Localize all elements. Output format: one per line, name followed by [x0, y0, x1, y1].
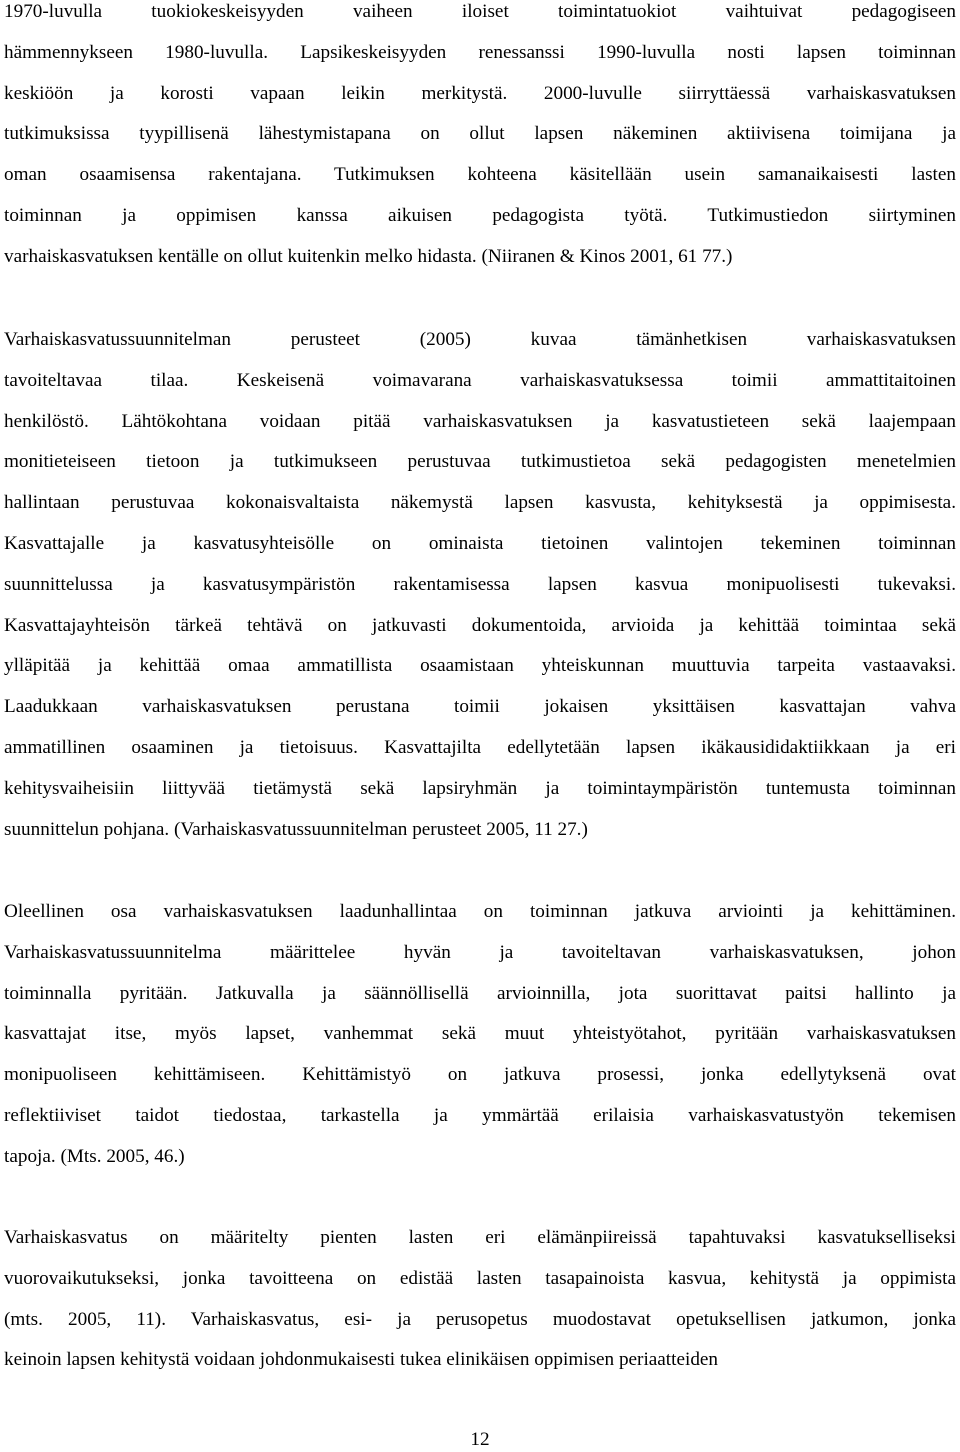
text-line: tutkimuksissa tyypillisenä lähestymistapana on ollut lapsen näkeminen aktiivisena toimijana ja	[4, 123, 956, 145]
text-line: tavoiteltavaa tilaa. Keskeisenä voimavarana varhaiskasvatuksessa toimii ammattitaitoinen	[4, 369, 956, 391]
text-line: hämmennykseen 1980-luvulla. Lapsikeskeisyyden renessanssi 1990-luvulla nosti lapsen toiminnan	[4, 41, 956, 63]
text-line: suunnittelussa ja kasvatusympäristön rakentamisessa lapsen kasvua monipuolisesti tukevaksi.	[4, 573, 956, 595]
page-number: 12	[470, 1429, 490, 1450]
text-line: keinoin lapsen kehitystä voidaan johdonmukaisesti tukea elinikäisen oppimisen periaatteiden	[4, 1349, 719, 1371]
text-line: keskiöön ja korosti vapaan leikin merkitystä. 2000-luvulle siirryttäessä varhaiskasvatuksen	[4, 82, 956, 104]
text-line: Kasvattajayhteisön tärkeä tehtävä on jatkuvasti dokumentoida, arvioida ja kehittää toimintaa sekä	[4, 614, 956, 636]
text-line: Varhaiskasvatus on määritelty pienten lasten eri elämänpiireissä tapahtuvaksi kasvatukselliseksi	[4, 1227, 956, 1248]
paragraph-quality-management	[4, 892, 956, 1178]
text-line: suunnittelun pohjana. (Varhaiskasvatussuunnitelman perusteet 2005, 11 27.)	[4, 818, 588, 840]
text-line: tapoja. (Mts. 2005, 46.)	[4, 1145, 185, 1167]
text-line: (mts. 2005, 11). Varhaiskasvatus, esi- ja perusopetus muodostavat opetuksellisen jatkumon, jonka	[4, 1308, 956, 1330]
text-line: kasvattajat itse, myös lapset, vanhemmat sekä muut yhteistyötahot, pyritään varhaiskasvatuksen	[4, 1023, 956, 1045]
text-line: Varhaiskasvatussuunnitelman perusteet (2005) kuvaa tämänhetkisen varhaiskasvatuksen	[4, 329, 956, 350]
text-line: vuorovaikutukseksi, jonka tavoitteena on edistää lasten tasapainoista kasvua, kehitystä ja oppimista	[4, 1267, 956, 1289]
text-line: kehitysvaiheisiin liittyvää tietämystä sekä lapsiryhmän ja toimintaympäristön tuntemusta toiminnan	[4, 777, 956, 799]
text-line: Laadukkaan varhaiskasvatuksen perustana toimii jokaisen yksittäisen kasvattajan vahva	[4, 696, 956, 718]
text-line: oman osaamisensa rakentajana. Tutkimuksen kohteena käsitellään usein samanaikaisesti lasten	[4, 164, 956, 186]
text-line: Kasvattajalle ja kasvatusyhteisölle on ominaista tietoinen valintojen tekeminen toiminnan	[4, 532, 956, 554]
text-line: monipuoliseen kehittämiseen. Kehittämistyö on jatkuva prosessi, jonka edellytyksenä ovat	[4, 1064, 956, 1086]
paragraph-curriculum-basis	[4, 320, 956, 850]
text-line: toiminnalla pyritään. Jatkuvalla ja säännöllisellä arvioinnilla, jota suorittavat paitsi hallinto ja	[4, 982, 956, 1004]
text-line: ammatillinen osaaminen ja tietoisuus. Kasvattajilta edellytetään lapsen ikäkausididaktiikkaan ja eri	[4, 736, 956, 758]
paragraph-definition	[4, 1218, 956, 1381]
text-line: toiminnan ja oppimisen kanssa aikuisen pedagogista työtä. Tutkimustiedon siirtyminen	[4, 204, 956, 226]
text-line: 1970-luvulla tuokiokeskeisyyden vaiheen iloiset toimintatuokiot vaihtuivat pedagogiseen	[4, 1, 956, 22]
text-line: Varhaiskasvatussuunnitelma määrittelee hyvän ja tavoiteltavan varhaiskasvatuksen, johon	[4, 941, 956, 963]
paragraph-history	[4, 0, 956, 278]
text-line: Oleellinen osa varhaiskasvatuksen laadunhallintaa on toiminnan jatkuva arviointi ja kehittäminen.	[4, 901, 956, 922]
text-line: henkilöstö. Lähtökohtana voidaan pitää varhaiskasvatuksen ja kasvatustieteen sekä laajempaan	[4, 410, 956, 432]
text-line: monitieteiseen tietoon ja tutkimukseen perustuvaa tutkimustietoa sekä pedagogisten menetelmien	[4, 451, 956, 473]
text-line: varhaiskasvatuksen kentälle on ollut kuitenkin melko hidasta. (Niiranen & Kinos 2001, 61 77.)	[4, 245, 733, 267]
text-line: hallintaan perustuvaa kokonaisvaltaista näkemystä lapsen kasvusta, kehityksestä ja oppimisesta.	[4, 492, 956, 514]
text-line: ylläpitää ja kehittää omaa ammatillista osaamistaan yhteiskunnan muuttuvia tarpeita vastaavaksi.	[4, 655, 956, 677]
text-line: reflektiiviset taidot tiedostaa, tarkastella ja ymmärtää erilaisia varhaiskasvatustyön tekemisen	[4, 1104, 956, 1126]
